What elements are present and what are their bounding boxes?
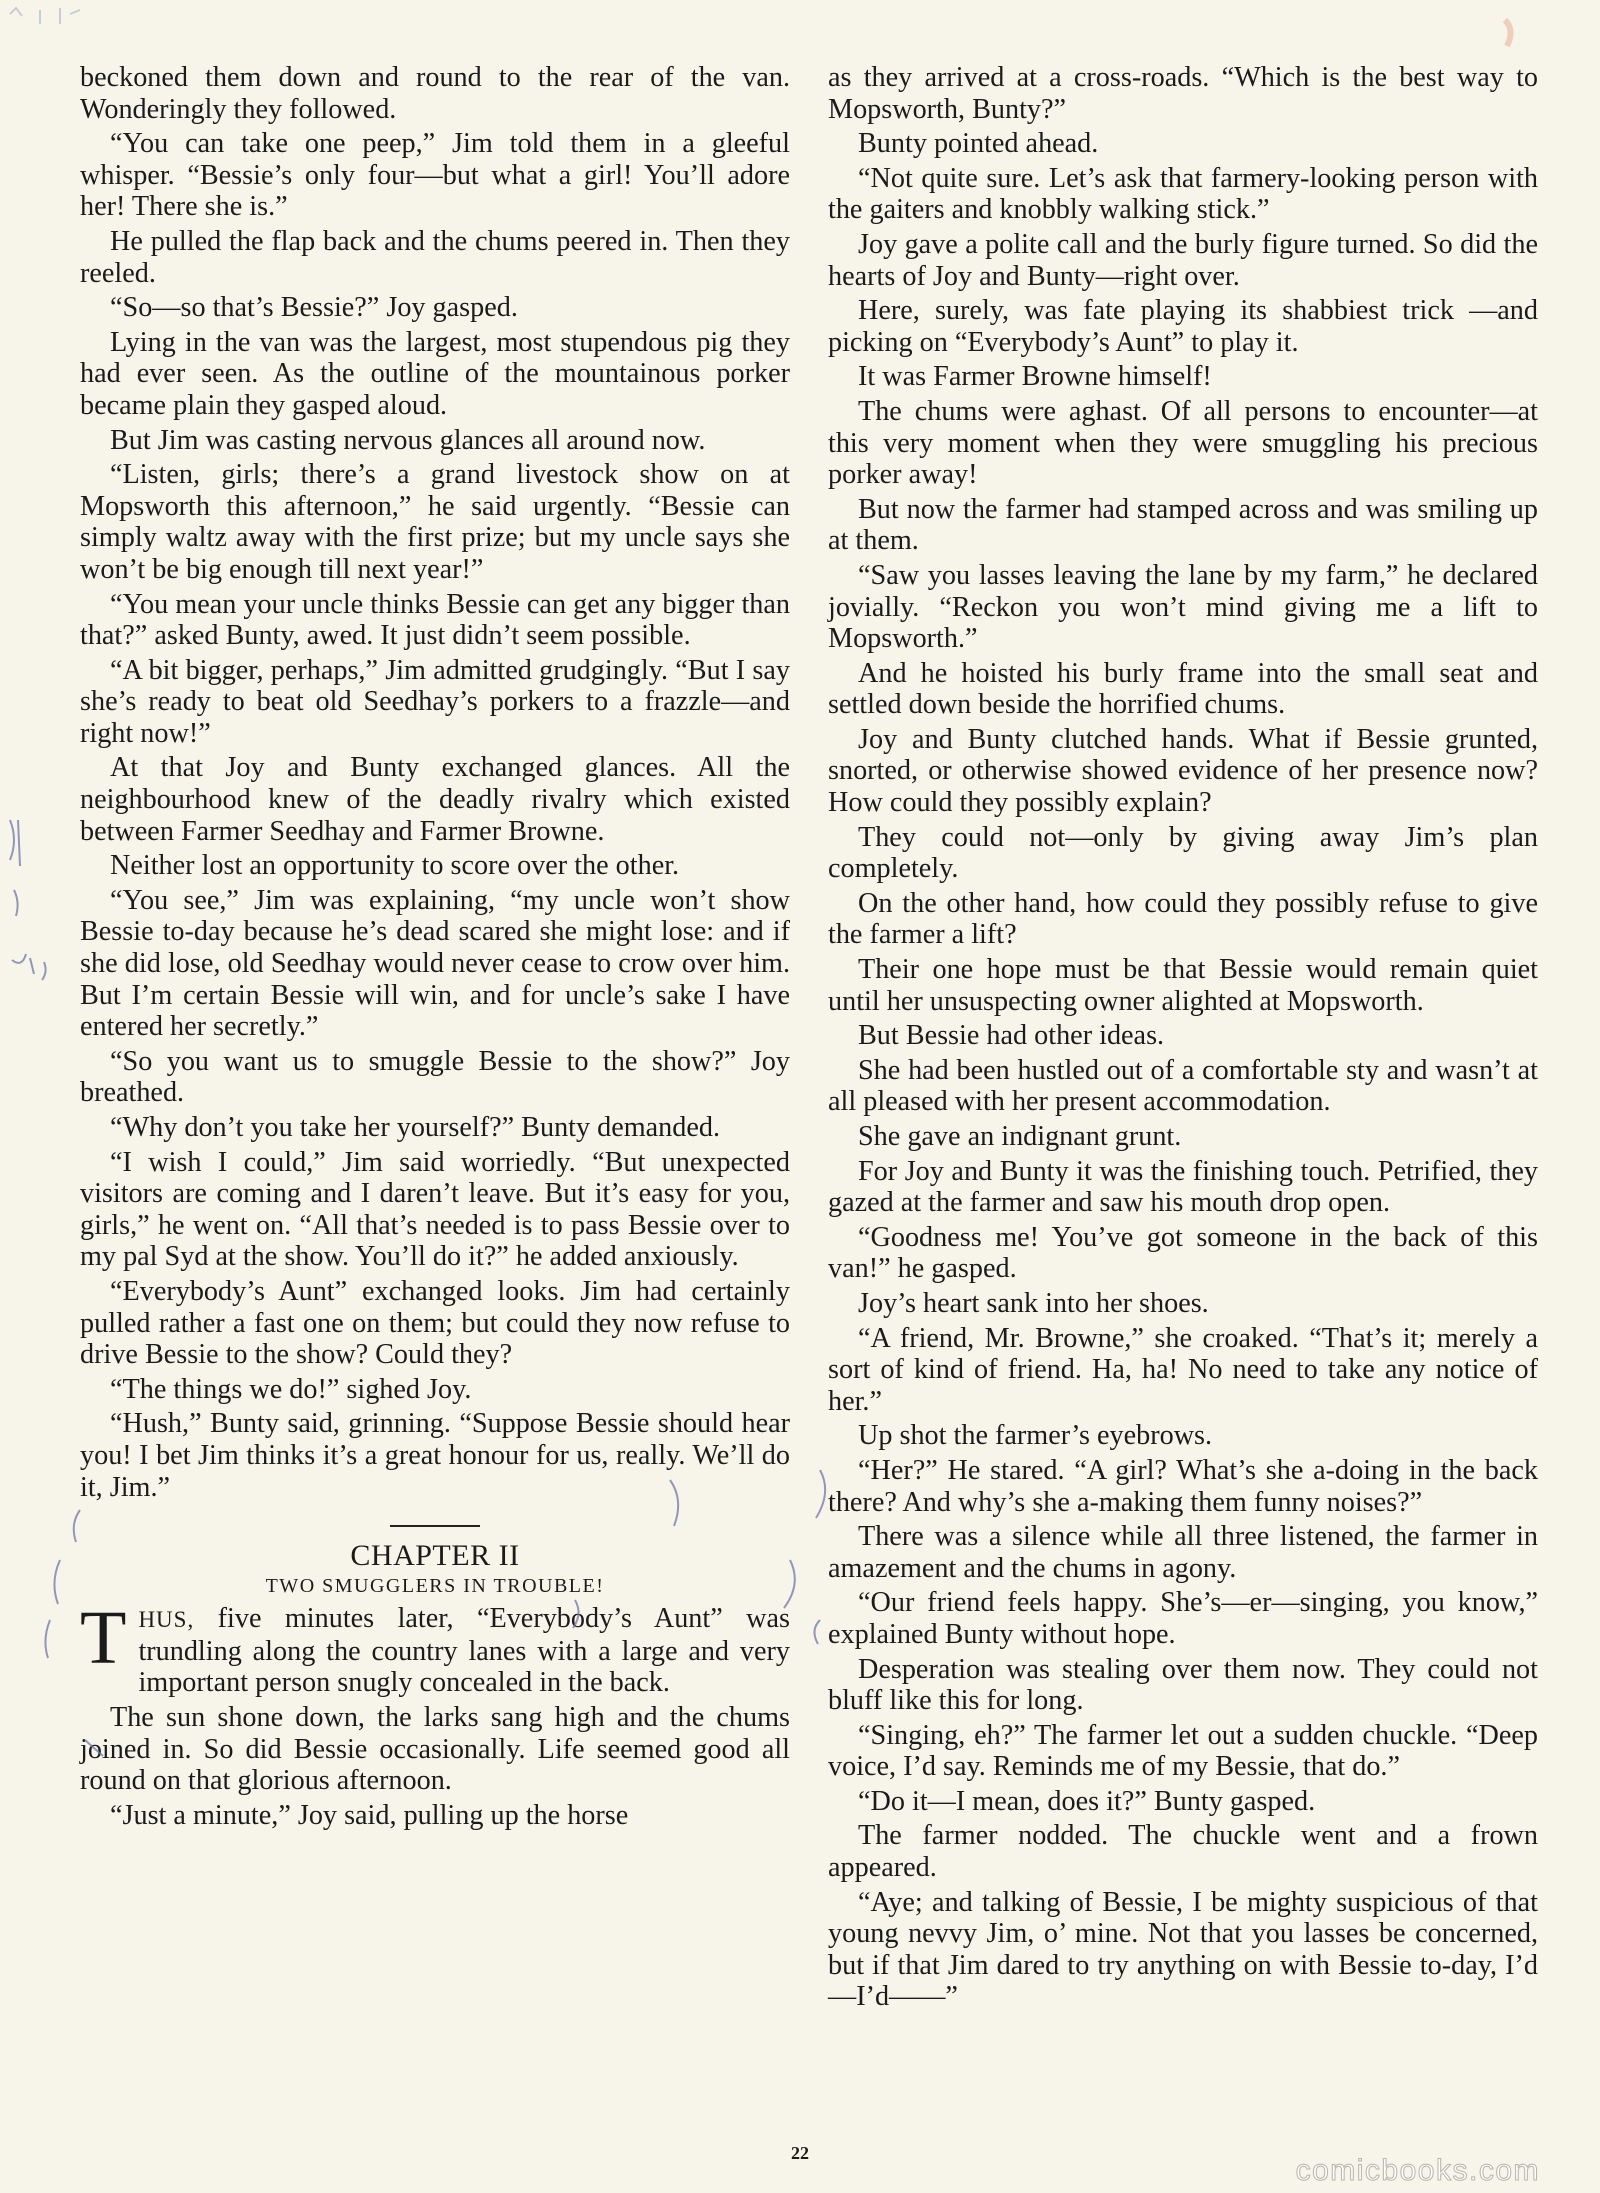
story-paragraph: At that Joy and Bunty exchanged glances. All the neighbourhood knew of the deadly rivalry which existed between Farmer Seedhay and Farmer Browne. bbox=[80, 752, 790, 847]
chapter-subtitle: TWO SMUGGLERS IN TROUBLE! bbox=[265, 1575, 605, 1598]
story-paragraph: “Not quite sure. Let’s ask that farmery-looking person with the gaiters and knobbly walking stick.” bbox=[828, 162, 1538, 226]
story-paragraph: “Everybody’s Aunt” exchanged looks. Jim had certainly pulled rather a fast one on them; but could they now refuse to drive Bessie to the show? Could they? bbox=[80, 1275, 790, 1371]
story-paragraph: “Just a minute,” Joy said, pulling up the horse bbox=[110, 1799, 629, 1831]
opening-word: HUS, bbox=[138, 1607, 195, 1633]
story-paragraph: “You can take one peep,” Jim told them in a gleeful whisper. “Bessie’s only four—but what a girl! You’ll adore her! There she is.” bbox=[80, 128, 790, 223]
right-text-column bbox=[828, 62, 1538, 2016]
story-paragraph: But Jim was casting nervous glances all around now. bbox=[110, 424, 706, 456]
story-paragraph: But Bessie had other ideas. bbox=[858, 1020, 1165, 1052]
story-paragraph: “Listen, girls; there’s a grand livestock show on at Mopsworth this afternoon,” he said urgently. “Bessie can simply waltz away with the first prize; but my uncle says she won’t be big enough till next year!” bbox=[80, 459, 790, 585]
story-paragraph: “So you want us to smuggle Bessie to the show?” Joy breathed. bbox=[80, 1045, 790, 1109]
left-text-column bbox=[80, 62, 790, 1834]
story-paragraph: “Singing, eh?” The farmer let out a sudden chuckle. “Deep voice, I’d say. Reminds me of my Bessie, that do.” bbox=[828, 1719, 1538, 1783]
story-paragraph: The sun shone down, the larks sang high and the chums joined in. So did Bessie occasionally. Life seemed good all round on that glorious afternoon. bbox=[80, 1701, 790, 1797]
story-paragraph: They could not—only by giving away Jim’s plan completely. bbox=[828, 821, 1538, 885]
story-paragraph: “Aye; and talking of Bessie, I be mighty suspicious of that young nevvy Jim, o’ mine. Not that you lasses be concerned, but if that Jim dared to try anything on with Bessie to-day, I’d—I’d——” bbox=[828, 1886, 1538, 2013]
story-paragraph: But now the farmer had stamped across and was smiling up at them. bbox=[828, 493, 1538, 557]
page-number: 22 bbox=[791, 2143, 809, 2163]
story-paragraph: “You mean your uncle thinks Bessie can get any bigger than that?” asked Bunty, awed. It just didn’t seem possible. bbox=[80, 588, 790, 652]
story-paragraph: “I wish I could,” Jim said worriedly. “But unexpected visitors are coming and I daren’t leave. But it’s easy for you, girls,” he went on. “All that’s needed is to pass Bessie over to my pal Syd at the show. You’ll do it?” he added anxiously. bbox=[80, 1146, 790, 1273]
story-paragraph: And he hoisted his burly frame into the small seat and settled down beside the horrified chums. bbox=[828, 657, 1538, 721]
story-paragraph: Joy’s heart sank into her shoes. bbox=[858, 1287, 1209, 1319]
story-paragraph: He pulled the flap back and the chums peered in. Then they reeled. bbox=[80, 225, 790, 289]
story-paragraph: “Goodness me! You’ve got someone in the back of this van!” he gasped. bbox=[828, 1221, 1538, 1285]
story-paragraph: as they arrived at a cross-roads. “Which is the best way to Mopsworth, Bunty?” bbox=[828, 62, 1538, 125]
story-paragraph: “The things we do!” sighed Joy. bbox=[110, 1373, 472, 1405]
story-paragraph: Neither lost an opportunity to score over the other. bbox=[110, 850, 680, 882]
drop-cap-letter: T bbox=[80, 1596, 127, 1681]
chapter-title: CHAPTER II bbox=[350, 1539, 520, 1573]
story-paragraph: It was Farmer Browne himself! bbox=[858, 361, 1212, 393]
story-paragraph: Desperation was stealing over them now. They could not bluff like this for long. bbox=[828, 1653, 1538, 1717]
chapter-divider bbox=[390, 1525, 480, 1527]
story-paragraph: Bunty pointed ahead. bbox=[858, 128, 1099, 160]
story-paragraph: “A friend, Mr. Browne,” she croaked. “That’s it; merely a sort of kind of friend. Ha, ha! No need to take any notice of her.” bbox=[828, 1322, 1538, 1417]
story-paragraph: “Her?” He stared. “A girl? What’s she a-doing in the back there? And why’s she a-making them funny noises?” bbox=[828, 1454, 1538, 1518]
story-paragraph: “Saw you lasses leaving the lane by my farm,” he declared jovially. “Reckon you won’t mind giving me a lift to Mopsworth.” bbox=[828, 559, 1538, 655]
chapter-opening-paragraph bbox=[80, 1596, 790, 1699]
opening-text: five minutes later, “Everybody’s Aunt” was trundling along the country lanes with a large and very important person snugly concealed in the back. bbox=[138, 1603, 790, 1699]
story-paragraph: Joy and Bunty clutched hands. What if Bessie grunted, snorted, or otherwise showed evidence of her presence now? How could they possibly explain? bbox=[828, 723, 1538, 819]
story-paragraph: The farmer nodded. The chuckle went and a frown appeared. bbox=[828, 1820, 1538, 1884]
story-paragraph: She gave an indignant grunt. bbox=[858, 1121, 1182, 1152]
story-paragraph: Joy gave a polite call and the burly figure turned. So did the hearts of Joy and Bunty—right over. bbox=[828, 228, 1538, 292]
story-paragraph: Here, surely, was fate playing its shabbiest trick —and picking on “Everybody’s Aunt” to play it. bbox=[828, 295, 1538, 358]
story-paragraph: On the other hand, how could they possibly refuse to give the farmer a lift? bbox=[828, 887, 1538, 951]
story-paragraph: She had been hustled out of a comfortable sty and wasn’t at all pleased with her present accommodation. bbox=[828, 1054, 1538, 1118]
story-paragraph: There was a silence while all three listened, the farmer in amazement and the chums in agony. bbox=[828, 1521, 1538, 1584]
story-paragraph: The chums were aghast. Of all persons to encounter—at this very moment when they were smuggling his precious porker away! bbox=[828, 395, 1538, 491]
story-paragraph: Up shot the farmer’s eyebrows. bbox=[858, 1420, 1213, 1452]
story-paragraph: “Our friend feels happy. She’s—er—singing, you know,” explained Bunty without hope. bbox=[828, 1587, 1538, 1650]
story-paragraph: beckoned them down and round to the rear of the van. Wonderingly they followed. bbox=[80, 62, 790, 125]
story-paragraph: “So—so that’s Bessie?” Joy gasped. bbox=[110, 292, 518, 324]
watermark-logo: comicbooks.com bbox=[1295, 2154, 1540, 2187]
story-paragraph: “Do it—I mean, does it?” Bunty gasped. bbox=[858, 1785, 1316, 1817]
story-paragraph: Their one hope must be that Bessie would remain quiet until her unsuspecting owner alighted at Mopsworth. bbox=[828, 954, 1538, 1017]
story-paragraph: For Joy and Bunty it was the finishing touch. Petrified, they gazed at the farmer and saw his mouth drop open. bbox=[828, 1155, 1538, 1219]
story-paragraph: Lying in the van was the largest, most stupendous pig they had ever seen. As the outline of the mountainous porker became plain they gasped aloud. bbox=[80, 326, 790, 421]
story-paragraph: “You see,” Jim was explaining, “my uncle won’t show Bessie to-day because he’s dead scared she might lose: and if she did lose, old Seedhay would never cease to crow over him. But I’m certain Bessie will win, and for uncle’s sake I have entered her secretly.” bbox=[80, 884, 790, 1043]
story-paragraph: “Hush,” Bunty said, grinning. “Suppose Bessie should hear you! I bet Jim thinks it’s a great honour for us, really. We’ll do it, Jim.” bbox=[80, 1408, 790, 1503]
story-paragraph: “A bit bigger, perhaps,” Jim admitted grudgingly. “But I say she’s ready to beat old Seedhay’s porkers to a frazzle—and right now!” bbox=[80, 654, 790, 749]
story-paragraph: “Why don’t you take her yourself?” Bunty demanded. bbox=[110, 1112, 721, 1143]
